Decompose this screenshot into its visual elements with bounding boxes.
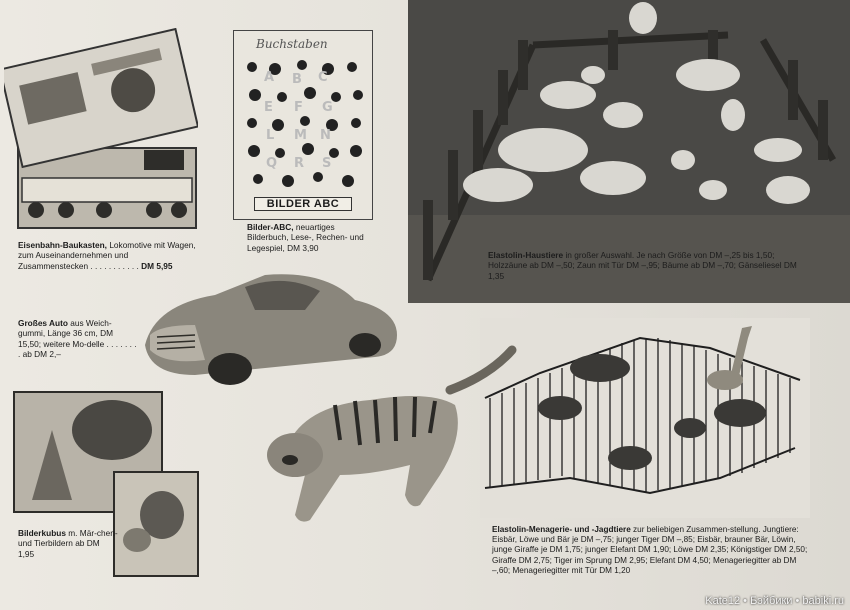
abc-box-script-title: Buchstaben (256, 37, 328, 51)
abc-box-label: BILDER ABC (254, 197, 352, 211)
menagerie-text: zur beliebigen Zusammen-stellung. Jungtiere: Eisbär, Löwe und Bär je DM –,75; junger Tiger DM –,85; Eisbär, brauner Bär, Löwin, junge Giraffe je DM 1,75; junger Elefant DM 1,90; Löwe DM 2,35; Königstiger DM 2,50; Giraffe DM 2,75; Tiger im Sprung DM 2,95; Elefant DM 4,50; Menageriegitter ab DM –,60; Menageriegitter mit Tür DM 1,20 (492, 525, 808, 575)
cube-text: m. Mär-chen- und Tierbildern ab DM 1,95 (18, 528, 118, 559)
abc-text: neuartiges Bilderbuch, Lese-, Rechen- und Legespiel, (247, 222, 364, 253)
railway-name: Eisenbahn-Baukasten, (18, 240, 107, 250)
svg-text:C: C (318, 70, 328, 85)
car-name: Großes Auto (18, 318, 68, 328)
cube-name: Bilderkubus (18, 528, 66, 538)
svg-text:R: R (294, 156, 305, 171)
abc-name: Bilder-ABC, (247, 222, 294, 232)
svg-text:A: A (264, 70, 275, 85)
svg-text:F: F (294, 100, 303, 115)
svg-text:Q: Q (266, 156, 278, 171)
railway-kit-photo (4, 28, 198, 233)
tiger-photo (250, 345, 520, 540)
car-caption (18, 318, 138, 360)
cube-caption (18, 528, 118, 559)
railway-caption (18, 240, 196, 271)
svg-text:G: G (322, 100, 333, 115)
farm-caption (488, 250, 808, 281)
menagerie-photo (480, 318, 810, 518)
menagerie-caption (492, 525, 808, 576)
svg-text:L: L (266, 128, 275, 143)
bilder-abc-photo (233, 30, 373, 220)
menagerie-name: Elastolin-Menagerie- und -Jagdtiere (492, 525, 631, 534)
site-watermark: Kate12 • Бэйбики • babiki.ru (705, 595, 844, 607)
farm-text: in großer Auswahl. Je nach Größe von DM –,25 bis 1,50; Holzzäune ab DM –,50; Zaun mit Tür DM –,95; Bäume ab DM –,70; Gänseliesel DM 1,35 (488, 250, 797, 281)
abc-caption (247, 222, 371, 253)
svg-text:S: S (322, 156, 332, 171)
svg-text:N: N (320, 128, 331, 143)
abc-price: DM 3,90 (287, 242, 319, 253)
railway-text: Lokomotive mit Wagen, zum Auseinandernehmen und Zusammenstecken . . . . . . . . . . . (18, 240, 196, 271)
car-text: aus Weich-gummi, Länge 36 cm, DM 15,50; weitere Mo-delle . . . . . . . . ab DM 2,– (18, 318, 137, 360)
farm-name: Elastolin-Haustiere (488, 250, 564, 260)
svg-text:M: M (294, 128, 307, 143)
svg-text:B: B (292, 72, 302, 87)
railway-price: DM 5,95 (141, 260, 173, 271)
svg-text:E: E (264, 100, 273, 115)
